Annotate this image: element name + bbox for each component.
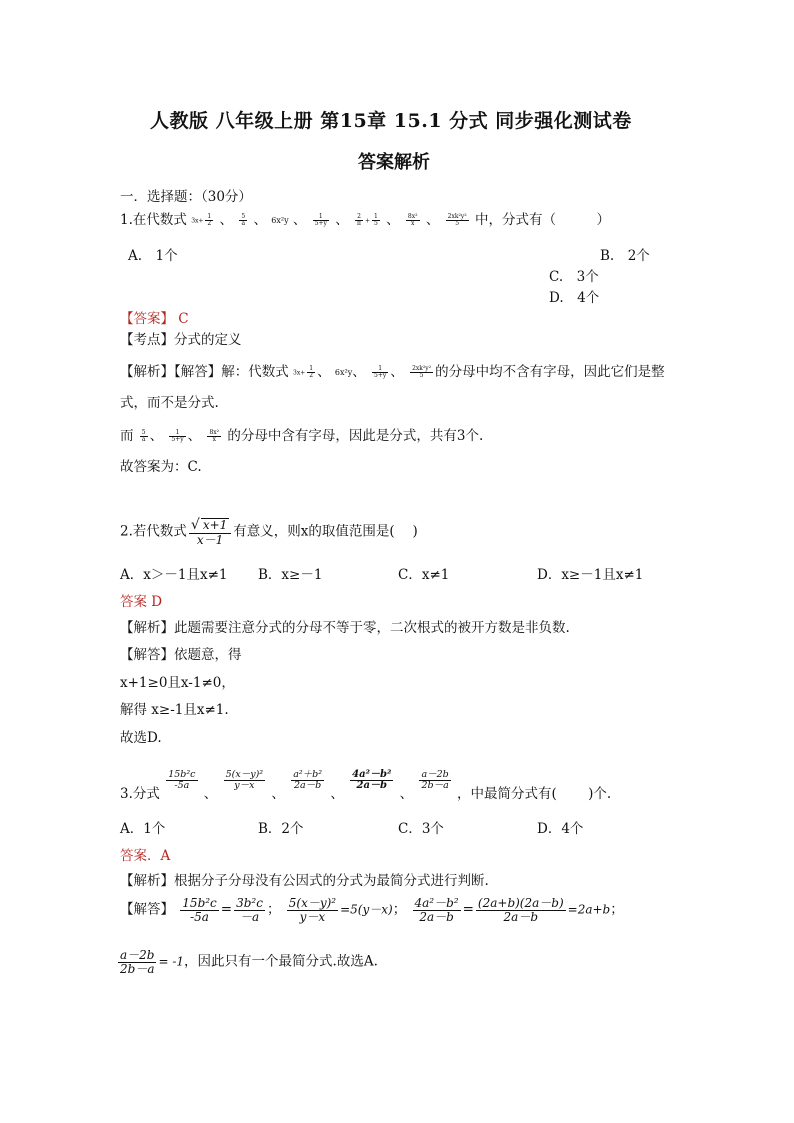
q2-line-3: 故选D. <box>120 730 162 746</box>
q1-option-c: C. 3个 <box>549 269 599 285</box>
q3-option-a: A．1个 <box>120 821 166 837</box>
q1-expr-2: $\frac{5}{a}$ <box>241 212 246 227</box>
q2-expression: $\frac{√ x+1}{x-1}$ <box>189 518 231 546</box>
q1-expr-6: $\frac{\text{8x²}}{x}$ <box>407 212 418 227</box>
q2-option-c: C．x≠1 <box>398 567 450 583</box>
q1-expr-7: $\frac{\text{2xk²y²}}{5}$ <box>447 212 467 227</box>
q3-stem: 3.分式 $\frac{\text{15b²c}}{-5a}$ 、 $\frac{\text{5(x－y)²}}{y-x}$ 、 $\frac{\text{a²＋b²}}{2a-b}$ 、 $\frac{\text{4a²－b²}}{2a-b}$ 、 $\frac{a-2b}{2b-a}$ ，中最简分式有( )个. <box>120 768 612 802</box>
q1-suffix: 中，分式有（ ） <box>474 212 610 228</box>
section-heading: 一．选择题：（30分） <box>120 189 252 205</box>
q1-expr-4: $\frac{1}{5+y}$ <box>314 212 327 227</box>
q3-analysis: 【解析】根据分子分母没有公因式的分式为最简分式进行判断. <box>120 873 489 889</box>
q1-option-a: A. 1个 <box>128 248 178 264</box>
q3-option-d: D．4个 <box>537 821 584 837</box>
q1-analysis: 【解析】【解答】解：代数式 3x+ $\frac{1}{2}$ 、 6x²y、 $\frac{1}{5+y}$ 、 $\frac{\text{2xk²y²}}{5}$ 的分母中均不含有字母，因此它们是整 <box>120 364 665 380</box>
page-title: 人教版 八年级上册 第15章 15.1 分式 同步强化测试卷 <box>150 110 632 132</box>
q2-solution: 【解答】依题意，得 <box>120 647 242 663</box>
q2-line-1: x+1≥0且x-1≠0， <box>120 675 235 691</box>
q1-expr-3: 6x²y <box>271 216 289 225</box>
q3-fraction-2: $\frac{\text{5(x－y)²}}{y-x}$ <box>225 769 264 791</box>
q1-expr-5: $\frac{2}{\pi}$ + $\frac{1}{5}$ <box>357 212 378 227</box>
q2-stem: 2.若代数式 $\frac{√ x+1}{x-1}$ 有意义，则x的取值范围是( ) <box>120 517 418 547</box>
q3-solution: 【解答】 $\frac{\text{15b²c}}{-5a}$ = $\frac{\text{3b²c}}{-a}$ ； $\frac{\text{5(x－y)²}}{y-x}$ =5(y－x)； $\frac{\text{4a²－b²}}{2a-b}$ = $\frac{(2a+b)(2a-b)}{2a-b}$ =2a+b； <box>120 896 624 924</box>
q2-option-a: A．x＞－1且x≠1 <box>120 567 228 583</box>
q1-option-b: B. 2个 <box>600 248 650 264</box>
q1-stem: 1.在代数式 3x+ $\frac{1}{2}$ 、 $\frac{5}{a}$ 、 6x²y 、 $\frac{1}{5+y}$ 、 $\frac{2}{\pi}$ + $\frac{1}{5}$ 、 $\frac{\text{8x²}}{x}$ 、 $\frac{\text{2xk²y²}}{5}$ 中，分式有（ ） <box>120 212 610 228</box>
q3-fraction-3: $\frac{\text{a²＋b²}}{2a-b}$ <box>293 769 323 791</box>
q1-answer: 【答案】 C <box>120 311 189 327</box>
q2-line-2: 解得 x≥-1且x≠1. <box>120 702 229 718</box>
q2-option-d: D．x≥－1且x≠1 <box>537 567 644 583</box>
q3-fraction-5: $\frac{a-2b}{2b-a}$ <box>421 769 449 791</box>
q1-topic: 【考点】分式的定义 <box>120 332 242 348</box>
q3-answer: 答案．A <box>120 848 171 864</box>
q3-option-b: B．2个 <box>258 821 304 837</box>
q2-option-b: B．x≥－1 <box>258 567 323 583</box>
q3-conclusion: $\frac{a-2b}{2b-a}$ = -1，因此只有一个最简分式.故选A. <box>120 948 378 976</box>
q3-fraction-1: $\frac{\text{15b²c}}{-5a}$ <box>168 769 196 791</box>
q1-expr-1: 3x+ $\frac{1}{2}$ <box>191 212 212 227</box>
q1-conclusion: 故答案为：C. <box>120 459 202 475</box>
q1-analysis-line3: 而 $\frac{5}{a}$ 、 $\frac{1}{5+y}$ 、 $\frac{\text{8x²}}{x}$ 的分母中含有字母，因此是分式，共有3个. <box>120 428 484 444</box>
q2-answer: 答案 D <box>120 594 163 610</box>
q1-prefix: 1.在代数式 <box>120 212 187 228</box>
q3-fraction-4: $\frac{\text{4a²－b²}}{2a-b}$ <box>352 768 392 791</box>
q2-analysis: 【解析】此题需要注意分式的分母不等于零，二次根式的被开方数是非负数. <box>120 620 570 636</box>
q1-analysis-line2: 式，而不是分式. <box>120 395 219 411</box>
q3-option-c: C．3个 <box>398 821 444 837</box>
q1-option-d: D. 4个 <box>549 290 600 306</box>
page-subtitle: 答案解析 <box>358 152 430 173</box>
